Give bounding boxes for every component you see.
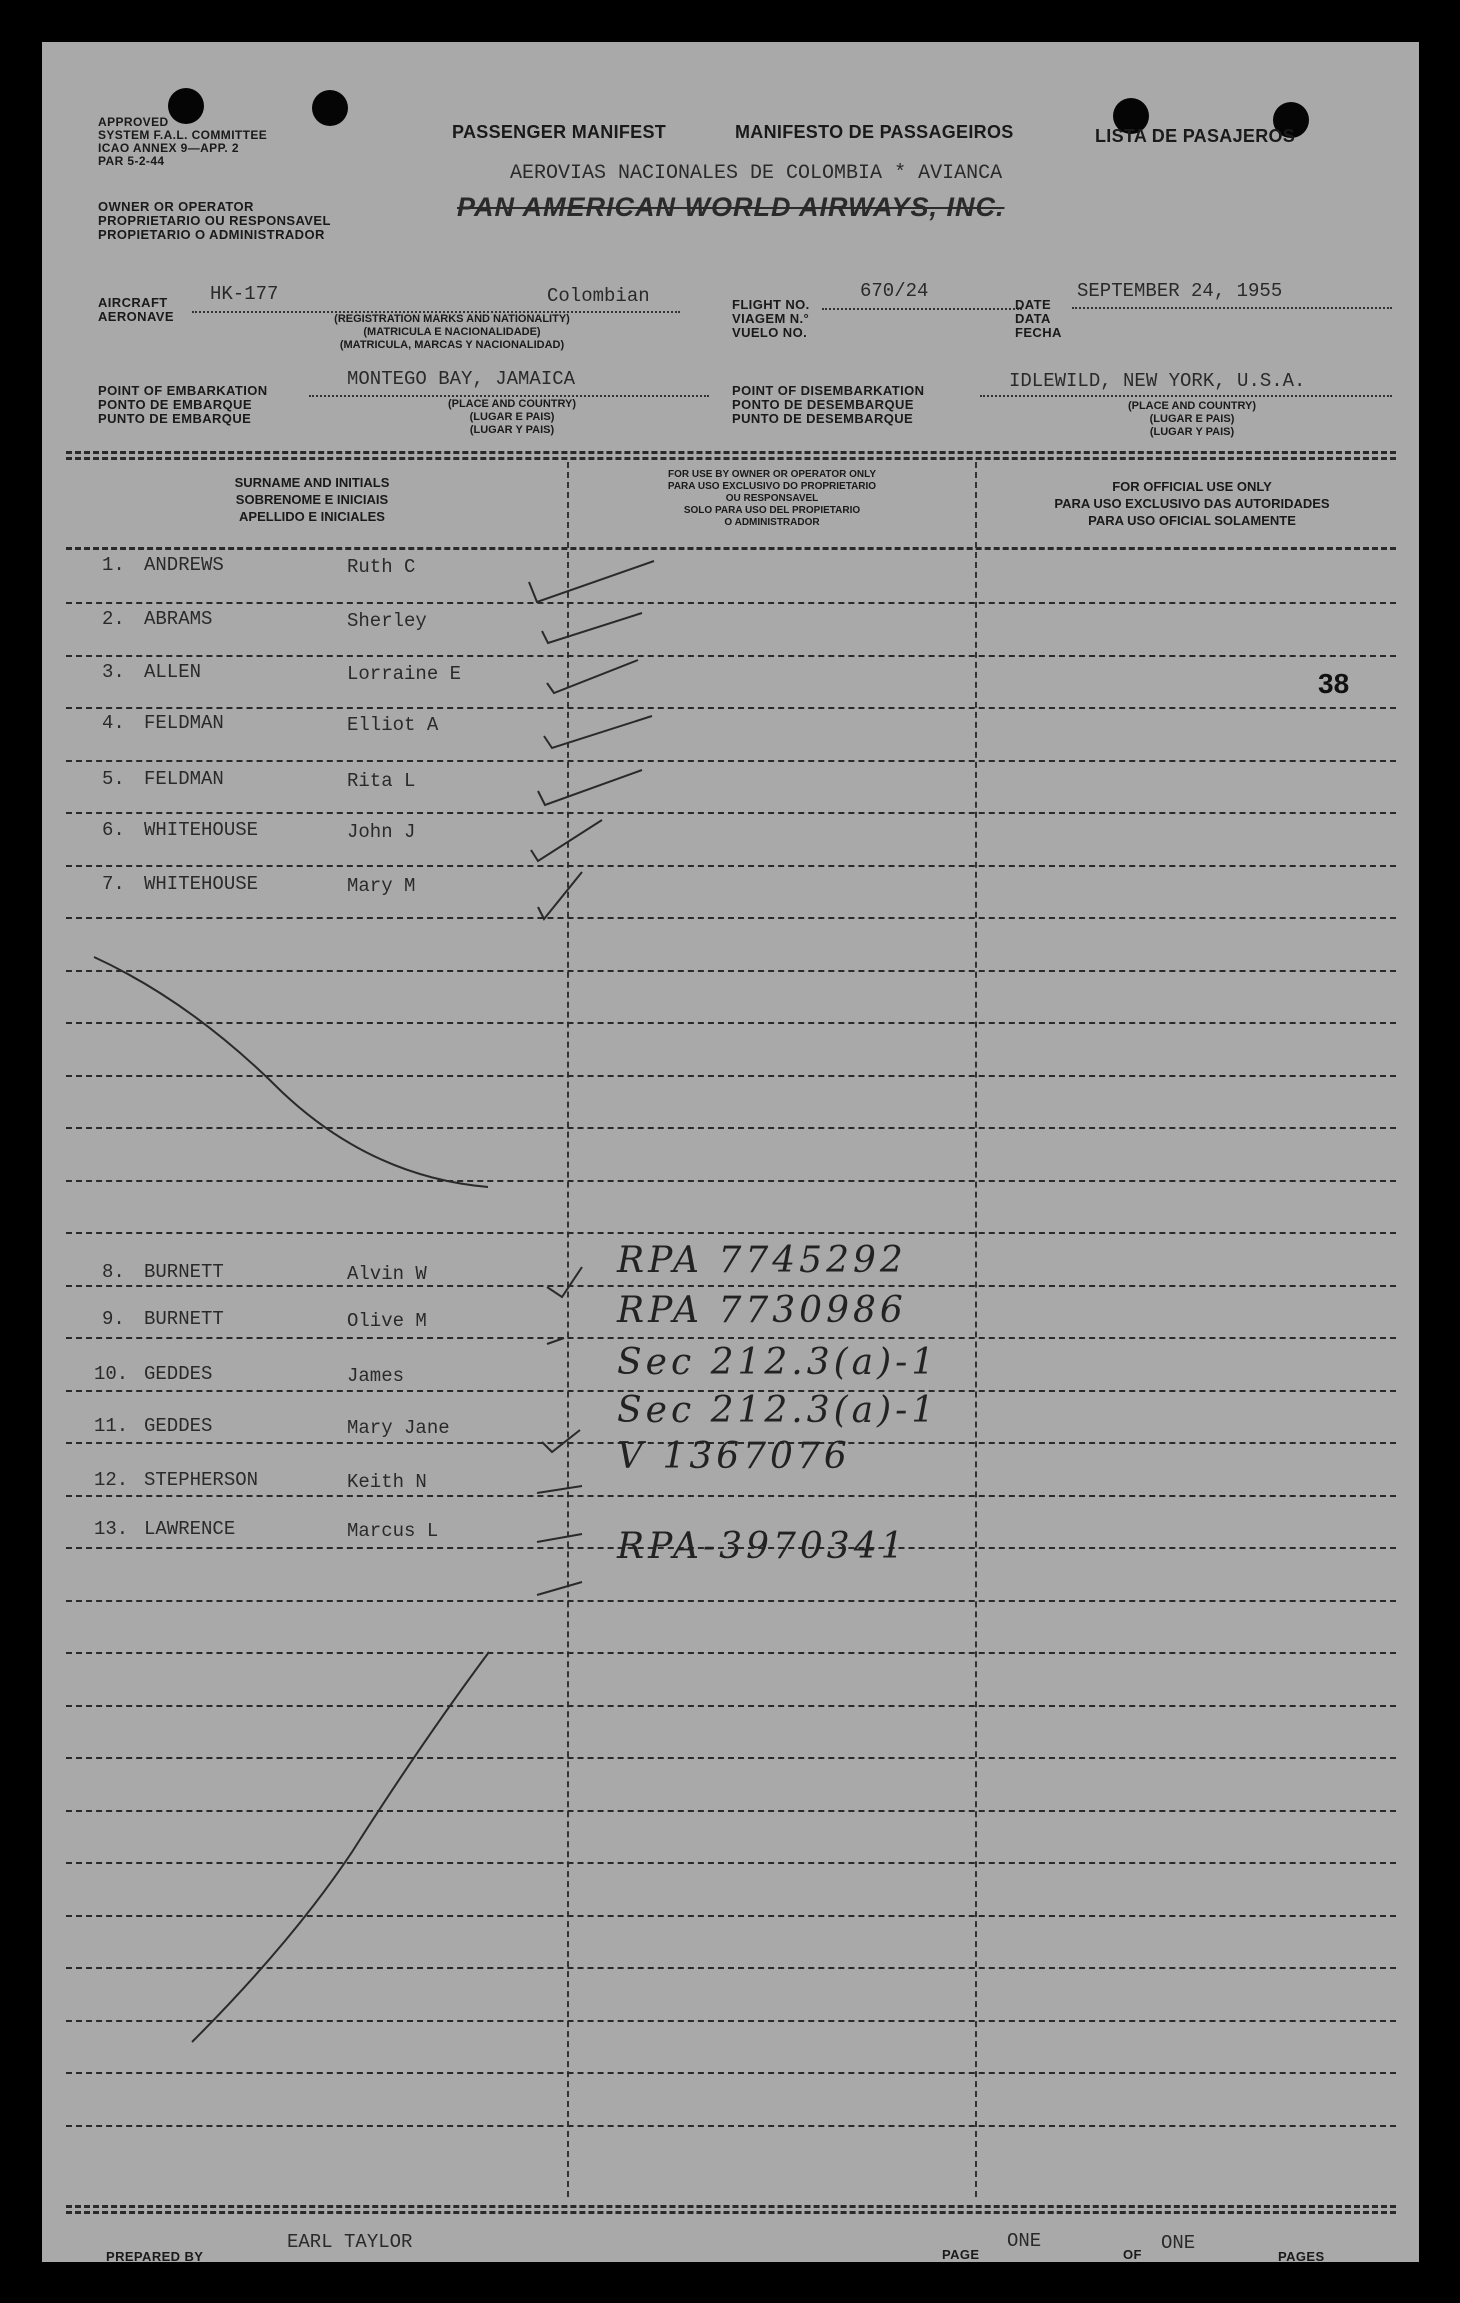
surname: WHITEHOUSE bbox=[144, 819, 259, 841]
manifest-sheet bbox=[42, 42, 1419, 2262]
row-number: 5. bbox=[102, 768, 125, 790]
label-line: FLIGHT NO. bbox=[732, 297, 810, 312]
pages-label: PAGES bbox=[1278, 2249, 1325, 2264]
check-mark bbox=[538, 770, 642, 805]
label-line: PUNTO DE DESEMBARQUE bbox=[732, 411, 914, 426]
row-number: 6. bbox=[102, 819, 125, 841]
row-number: 2. bbox=[102, 608, 125, 630]
surname: STEPHERSON bbox=[144, 1469, 259, 1491]
label-line: FECHA bbox=[1015, 325, 1062, 340]
prepared-by-label: PREPARED BY bbox=[106, 2249, 204, 2264]
given-name: Mary Jane bbox=[347, 1417, 450, 1439]
given-name: Mary M bbox=[347, 875, 416, 897]
flight-value: 670/24 bbox=[860, 280, 929, 302]
header-line: SOLO PARA USO DEL PROPIETARIO bbox=[683, 505, 861, 516]
dash-mark bbox=[537, 1582, 582, 1595]
of-value: ONE bbox=[1161, 2232, 1196, 2254]
handwritten-note: Sec 212.3(a)-1 bbox=[617, 1390, 939, 1431]
of-label: OF bbox=[1123, 2247, 1142, 2262]
check-mark bbox=[542, 1430, 580, 1452]
header-line: FOR USE BY OWNER OR OPERATOR ONLY bbox=[668, 469, 876, 480]
caption-line: (LUGAR E PAIS) bbox=[469, 411, 555, 423]
approval-line: SYSTEM F.A.L. COMMITTEE bbox=[98, 128, 268, 142]
row-number: 9. bbox=[102, 1308, 125, 1330]
given-name: Lorraine E bbox=[347, 663, 462, 685]
given-name: Alvin W bbox=[347, 1263, 427, 1285]
caption-line: (LUGAR E PAIS) bbox=[1149, 413, 1235, 425]
title-portuguese: MANIFESTO DE PASSAGEIROS bbox=[735, 122, 1014, 142]
row-number: 12. bbox=[94, 1469, 129, 1491]
caption-line: (PLACE AND COUNTRY) bbox=[447, 398, 577, 410]
surname: WHITEHOUSE bbox=[144, 873, 259, 895]
cancel-stroke bbox=[94, 957, 488, 1187]
caption-line: (MATRICULA E NACIONALIDADE) bbox=[363, 326, 541, 338]
disembark-value: IDLEWILD, NEW YORK, U.S.A. bbox=[1009, 370, 1306, 392]
given-name: Marcus L bbox=[347, 1520, 439, 1542]
label-line: VIAGEM N.° bbox=[732, 311, 810, 326]
cancel-stroke bbox=[192, 1652, 489, 2042]
header-line: APELLIDO E INICIALES bbox=[239, 509, 385, 524]
embark-value: MONTEGO BAY, JAMAICA bbox=[347, 368, 576, 390]
surname: FELDMAN bbox=[144, 768, 224, 790]
owner-line: PROPRIETARIO OU RESPONSAVEL bbox=[98, 213, 331, 228]
caption-line: (MATRICULA, MARCAS Y NACIONALIDAD) bbox=[339, 339, 565, 351]
row-number: 7. bbox=[102, 873, 125, 895]
row-number: 8. bbox=[102, 1261, 125, 1283]
handwritten-note: RPA-3970341 bbox=[617, 1526, 908, 1567]
operator-typed: AEROVIAS NACIONALES DE COLOMBIA * AVIANCA bbox=[510, 162, 1003, 185]
caption-line: (LUGAR Y PAIS) bbox=[1149, 426, 1235, 438]
surname: GEDDES bbox=[144, 1363, 213, 1385]
title-english: PASSENGER MANIFEST bbox=[452, 122, 667, 142]
footer-rule bbox=[66, 2205, 1396, 2208]
owner-line: OWNER OR OPERATOR bbox=[98, 199, 254, 214]
check-mark bbox=[538, 872, 582, 919]
owner-line: PROPIETARIO O ADMINISTRADOR bbox=[98, 227, 325, 242]
header-line: SOBRENOME E INICIAIS bbox=[235, 492, 389, 507]
given-name: James bbox=[347, 1365, 405, 1387]
row-number: 3. bbox=[102, 661, 125, 683]
surname: FELDMAN bbox=[144, 712, 224, 734]
header-line: OU RESPONSAVEL bbox=[725, 493, 819, 504]
surname: GEDDES bbox=[144, 1415, 213, 1437]
header-line: O ADMINISTRADOR bbox=[724, 517, 820, 528]
approval-line: PAR 5-2-44 bbox=[98, 154, 165, 168]
label-line: DATA bbox=[1015, 311, 1051, 326]
surname: ANDREWS bbox=[144, 554, 224, 576]
handwritten-note: RPA 7745292 bbox=[617, 1240, 907, 1281]
aircraft-value: HK-177 bbox=[210, 283, 279, 305]
check-mark bbox=[529, 561, 654, 602]
label-line: DATE bbox=[1015, 297, 1052, 312]
given-name: Sherley bbox=[347, 610, 427, 632]
label-line: PONTO DE DESEMBARQUE bbox=[732, 397, 914, 412]
given-name: Elliot A bbox=[347, 714, 439, 736]
surname: ALLEN bbox=[144, 661, 202, 683]
dash-mark bbox=[537, 1486, 582, 1493]
label-line: POINT OF EMBARKATION bbox=[98, 383, 268, 398]
handwritten-note: RPA 7730986 bbox=[617, 1290, 907, 1331]
check-mark bbox=[531, 820, 602, 861]
header-line: PARA USO EXCLUSIVO DO PROPRIETARIO bbox=[667, 481, 877, 492]
handwritten-note: Sec 212.3(a)-1 bbox=[617, 1342, 939, 1383]
given-name: Olive M bbox=[347, 1310, 427, 1332]
given-name: Rita L bbox=[347, 770, 416, 792]
given-name: Keith N bbox=[347, 1471, 427, 1493]
header-line: SURNAME AND INITIALS bbox=[234, 475, 390, 490]
row-number: 10. bbox=[94, 1363, 129, 1385]
given-name: Ruth C bbox=[347, 556, 416, 578]
row-number: 4. bbox=[102, 712, 125, 734]
row-number: 1. bbox=[102, 554, 125, 576]
header-line: FOR OFFICIAL USE ONLY bbox=[1112, 479, 1272, 494]
label-line: AIRCRAFT bbox=[98, 295, 168, 310]
check-mark bbox=[544, 716, 652, 748]
label-line: POINT OF DISEMBARKATION bbox=[732, 383, 925, 398]
pen-marks bbox=[42, 42, 1419, 2262]
approval-line: APPROVED bbox=[98, 115, 169, 129]
row-number: 13. bbox=[94, 1518, 129, 1540]
check-mark bbox=[542, 613, 642, 643]
header-line: PARA USO OFICIAL SOLAMENTE bbox=[1088, 513, 1296, 528]
dash-mark bbox=[537, 1534, 582, 1542]
surname: LAWRENCE bbox=[144, 1518, 236, 1540]
check-mark bbox=[547, 660, 638, 693]
surname: BURNETT bbox=[144, 1308, 224, 1330]
page-label: PAGE bbox=[942, 2247, 980, 2262]
caption-line: (REGISTRATION MARKS AND NATIONALITY) bbox=[334, 313, 570, 325]
caption-line: (PLACE AND COUNTRY) bbox=[1127, 400, 1257, 412]
approval-line: ICAO ANNEX 9—APP. 2 bbox=[98, 141, 239, 155]
surname: BURNETT bbox=[144, 1261, 224, 1283]
check-mark bbox=[547, 1267, 582, 1297]
date-value: SEPTEMBER 24, 1955 bbox=[1077, 280, 1283, 302]
title-spanish: LISTA DE PASAJEROS bbox=[1095, 126, 1296, 146]
page-number-mark: 38 bbox=[1318, 668, 1350, 699]
footer-rule bbox=[66, 2211, 1396, 2214]
row-number: 11. bbox=[94, 1415, 129, 1437]
given-name: John J bbox=[347, 821, 416, 843]
label-line: PUNTO DE EMBARQUE bbox=[98, 411, 252, 426]
label-line: PONTO DE EMBARQUE bbox=[98, 397, 252, 412]
handwritten-note: V 1367076 bbox=[617, 1436, 851, 1477]
check-mark bbox=[547, 1338, 564, 1344]
label-line: AERONAVE bbox=[98, 309, 174, 324]
nationality-value: Colombian bbox=[547, 285, 650, 307]
page-value: ONE bbox=[1007, 2230, 1042, 2252]
operator-struck: PAN AMERICAN WORLD AIRWAYS, INC. bbox=[457, 192, 1005, 222]
header-line: PARA USO EXCLUSIVO DAS AUTORIDADES bbox=[1054, 496, 1330, 511]
prepared-by-value: EARL TAYLOR bbox=[287, 2231, 413, 2253]
label-line: VUELO NO. bbox=[732, 325, 808, 340]
surname: ABRAMS bbox=[144, 608, 213, 630]
caption-line: (LUGAR Y PAIS) bbox=[469, 424, 555, 436]
